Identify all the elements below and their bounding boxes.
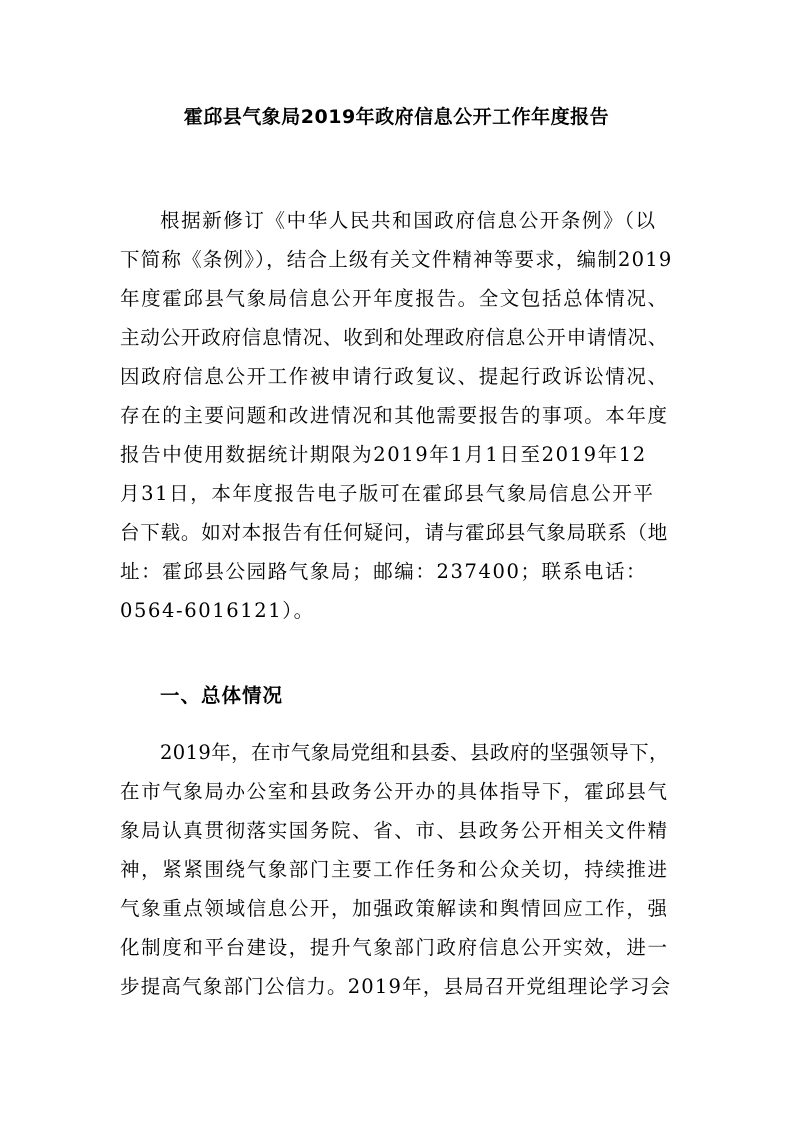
- section1-line-3: 象局认真贯彻落实国务院、省、市、县政务公开相关文件精: [120, 819, 669, 842]
- intro-line-5: 因政府信息公开工作被申请行政复议、提起行政诉讼情况、: [120, 365, 669, 388]
- section1-line-7: 步提高气象部门公信力。2019年，县局召开党组理论学习会: [120, 975, 672, 998]
- intro-line-9: 台下载。如对本报告有任何疑问，请与霍邱县气象局联系（地: [120, 521, 669, 544]
- intro-line-3: 年度霍邱县气象局信息公开年度报告。全文包括总体情况、: [120, 287, 669, 310]
- section1-line-1: 2019年，在市气象局党组和县委、县政府的坚强领导下，: [160, 741, 669, 764]
- intro-line-6: 存在的主要问题和改进情况和其他需要报告的事项。本年度: [120, 404, 669, 427]
- section-heading-overview: 一、总体情况: [160, 684, 284, 707]
- intro-line-10: 址：霍邱县公园路气象局；邮编：237400；联系电话：: [120, 560, 648, 583]
- section1-line-6: 化制度和平台建设，提升气象部门政府信息公开实效，进一: [120, 936, 669, 959]
- section1-line-4: 神，紧紧围绕气象部门主要工作任务和公众关切，持续推进: [120, 858, 669, 881]
- intro-line-7: 报告中使用数据统计期限为2019年1月1日至2019年12: [120, 443, 647, 466]
- section1-line-5: 气象重点领域信息公开，加强政策解读和舆情回应工作，强: [120, 897, 669, 920]
- document-title: 霍邱县气象局2019年政府信息公开工作年度报告: [183, 106, 610, 128]
- section1-line-2: 在市气象局办公室和县政务公开办的具体指导下，霍邱县气: [120, 780, 669, 803]
- intro-line-4: 主动公开政府信息情况、收到和处理政府信息公开申请情况、: [120, 326, 669, 349]
- intro-line-11: 0564-6016121）。: [120, 599, 315, 622]
- intro-line-8: 月31日，本年度报告电子版可在霍邱县气象局信息公开平: [120, 482, 655, 505]
- intro-line-2: 下简称《条例》），结合上级有关文件精神等要求，编制2019: [120, 248, 673, 271]
- intro-line-1: 根据新修订《中华人民共和国政府信息公开条例》（以: [160, 209, 657, 232]
